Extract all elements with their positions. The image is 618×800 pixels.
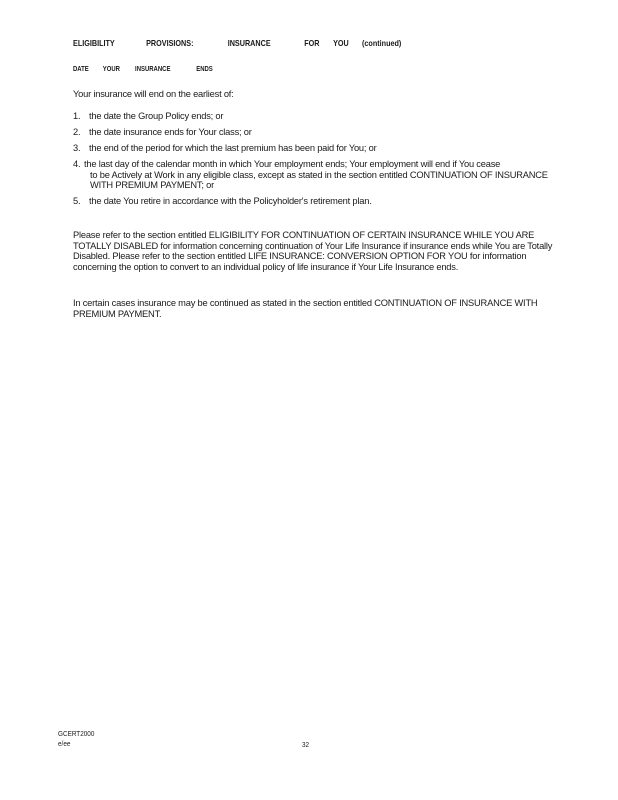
- list-item: [73, 196, 565, 207]
- heading-word-you: YOU: [333, 38, 349, 48]
- continuation-paragraph: In certain cases insurance may be continued as stated in the section entitled CONTINUATION OF INSURANCE WITH PREMIUM PAYMENT.: [73, 298, 538, 319]
- subheading-word-your: YOUR: [102, 66, 120, 73]
- footer-codes: [58, 729, 94, 749]
- list-item-number: 1.: [73, 111, 81, 121]
- heading-word-insurance: INSURANCE: [227, 38, 271, 48]
- page-number: 32: [302, 740, 310, 749]
- list-item-text: the last day of the calendar month in which Your employment ends; Your employment will end if You cease: [84, 158, 501, 169]
- subheading-word-date: DATE: [73, 66, 89, 73]
- heading-continued: (continued): [362, 38, 402, 48]
- intro-text: Your insurance will end on the earliest of:: [73, 89, 234, 99]
- list-item: [73, 127, 565, 138]
- list-item-number: 5.: [73, 196, 81, 207]
- list-item-number: 3.: [73, 142, 81, 153]
- heading-word-eligibility: ELIGIBILITY: [73, 38, 115, 48]
- heading-word-provisions: PROVISIONS:: [146, 38, 194, 48]
- termination-conditions-list: [73, 111, 565, 212]
- subheading: [73, 66, 213, 73]
- list-item: [73, 111, 565, 122]
- list-item-text: the end of the period for which the last premium has been paid for You; or: [89, 142, 377, 153]
- list-item: [73, 143, 565, 154]
- section-heading: [73, 38, 401, 48]
- footer-sub-code: e/ee: [58, 739, 71, 748]
- subheading-word-insurance: INSURANCE: [135, 66, 171, 73]
- list-item: [73, 159, 565, 191]
- footer-form-code: GCERT2000: [58, 729, 95, 738]
- list-item-number: 4.: [73, 158, 81, 169]
- disability-paragraph: Please refer to the section entitled ELIGIBILITY FOR CONTINUATION OF CERTAIN INSURANCE WHILE YOU ARE TOTALLY DISABLED for information concerning continuation of Your Life Insurance if insurance ends while You are Totally Disabled. Please refer to the section entitled LIFE INSURANCE: CONVERSION OPTION FOR YOU for information concerning the option to convert to an individual policy of life insurance if Your Life Insurance ends.: [73, 230, 553, 272]
- list-item-text: the date insurance ends for Your class; or: [89, 126, 252, 137]
- list-item-text: the date the Group Policy ends; or: [89, 111, 224, 121]
- heading-word-for: FOR: [304, 38, 320, 48]
- subheading-word-ends: ENDS: [196, 66, 213, 73]
- list-item-number: 2.: [73, 126, 81, 137]
- list-item-continuation: to be Actively at Work in any eligible class, except as stated in the section entitled CONTINUATION OF INSURANCE WITH PREMIUM PAYMENT; or: [90, 169, 548, 191]
- list-item-text: the date You retire in accordance with the Policyholder's retirement plan.: [89, 196, 372, 207]
